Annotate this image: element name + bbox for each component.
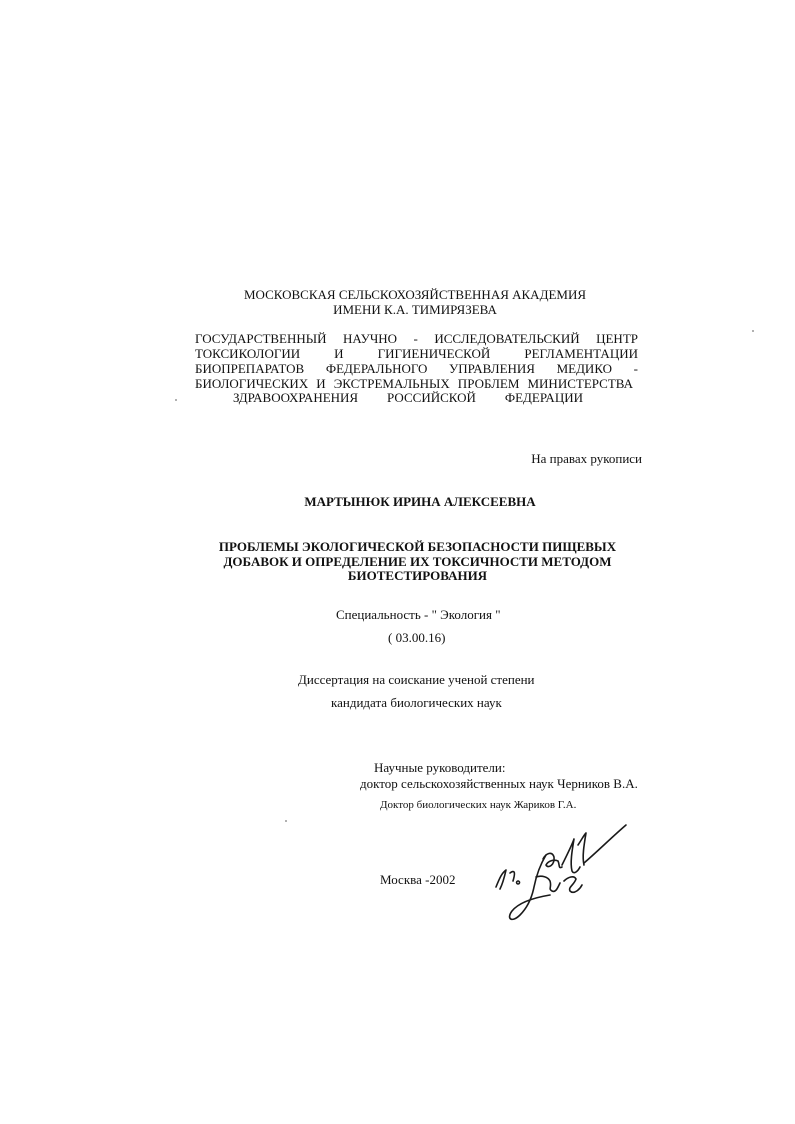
supervisor-second: Доктор биологических наук Жариков Г.А. bbox=[380, 799, 577, 811]
scan-speck bbox=[175, 399, 177, 401]
dissertation-degree-line2: кандидата биологических наук bbox=[331, 695, 502, 710]
dissertation-title-line1: ПРОБЛЕМЫ ЭКОЛОГИЧЕСКОЙ БЕЗОПАСНОСТИ ПИЩЕВЫХ bbox=[218, 539, 617, 554]
scan-speck bbox=[752, 330, 754, 332]
author-name: МАРТЫНЮК ИРИНА АЛЕКСЕЕВНА bbox=[304, 494, 536, 509]
supervisor-first: доктор сельскохозяйственных наук Черников В.А. bbox=[360, 776, 638, 791]
academy-name-line2: ИМЕНИ К.А. ТИМИРЯЗЕВА bbox=[333, 302, 497, 317]
dissertation-degree-line1: Диссертация на соискание ученой степени bbox=[298, 672, 535, 687]
research-center-line3: БИОПРЕПАРАТОВ ФЕДЕРАЛЬНОГО УПРАВЛЕНИЯ МЕДИКО - bbox=[195, 361, 638, 376]
research-center-line1: ГОСУДАРСТВЕННЫЙ НАУЧНО - ИССЛЕДОВАТЕЛЬСКИЙ ЦЕНТР bbox=[195, 331, 638, 346]
dissertation-title-line3: БИОТЕСТИРОВАНИЯ bbox=[347, 568, 488, 583]
research-center-line5: ЗДРАВООХРАНЕНИЯ РОССИЙСКОЙ ФЕДЕРАЦИИ bbox=[233, 390, 583, 405]
handwritten-signature bbox=[488, 815, 638, 925]
dissertation-title-line2: ДОБАВОК И ОПРЕДЕЛЕНИЕ ИХ ТОКСИЧНОСТИ МЕТОДОМ bbox=[223, 554, 612, 569]
academy-name-line1: МОСКОВСКАЯ СЕЛЬСКОХОЗЯЙСТВЕННАЯ АКАДЕМИЯ bbox=[244, 287, 586, 302]
specialty-code: ( 03.00.16) bbox=[388, 630, 446, 645]
scan-speck bbox=[285, 820, 287, 822]
research-center-line4: БИОЛОГИЧЕСКИХ И ЭКСТРЕМАЛЬНЫХ ПРОБЛЕМ МИНИСТЕРСТВА bbox=[195, 376, 633, 391]
supervisors-heading: Научные руководители: bbox=[374, 760, 506, 775]
manuscript-note: На правах рукописи bbox=[531, 451, 642, 466]
place-year: Москва -2002 bbox=[380, 872, 456, 887]
research-center-line2: ТОКСИКОЛОГИИ И ГИГИЕНИЧЕСКОЙ РЕГЛАМЕНТАЦИИ bbox=[195, 346, 638, 361]
specialty-label: Специальность - " Экология " bbox=[336, 607, 501, 622]
